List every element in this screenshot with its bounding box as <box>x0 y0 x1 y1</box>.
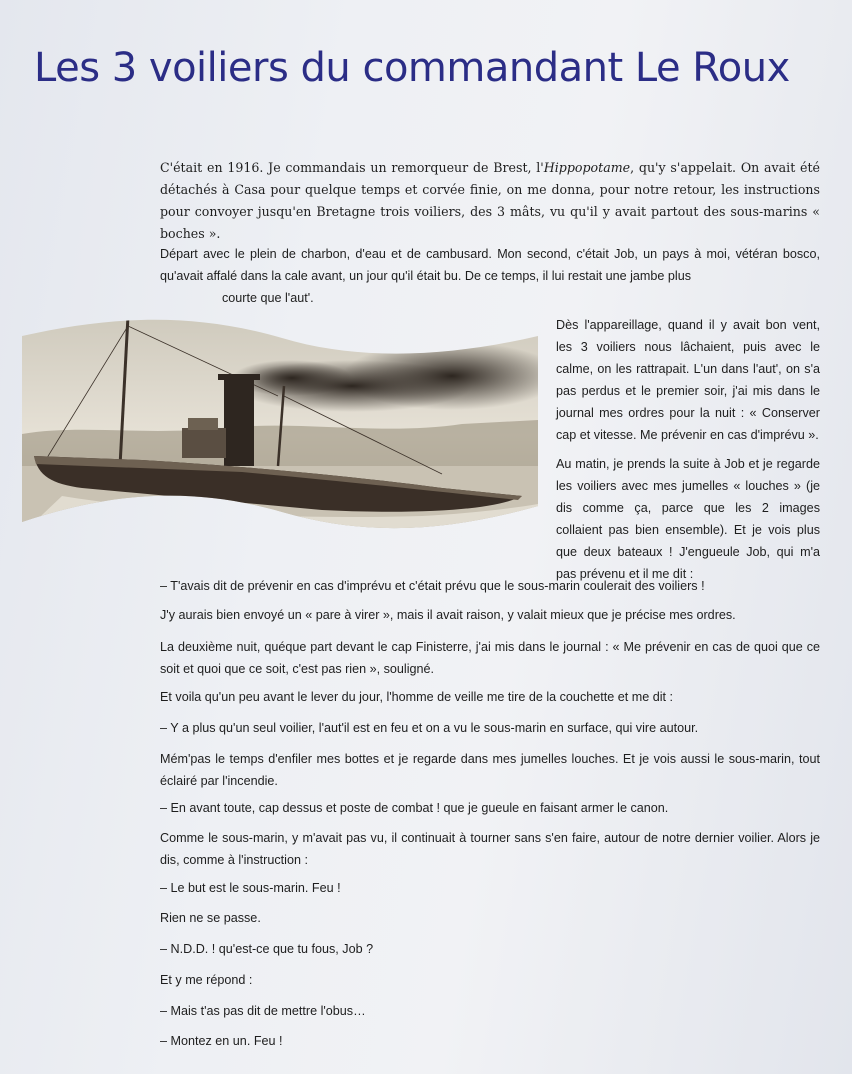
paragraph-17: – Mais t'as pas dit de mettre l'obus… <box>160 1004 366 1018</box>
paragraph-4: Au matin, je prends la suite à Job et je regarde les voiliers avec mes jumelles « louches » (je dis comme ça, parce que les 2 images collaient pas bien ensemble). Et je vois plus que deux bateaux ! J'engueule Job, qui m'a pas prévenu et il me dit : <box>556 457 820 581</box>
paragraph-9: – Y a plus qu'un seul voilier, l'aut'il est en feu et on a vu le sous-marin en surface, qui vire autour. <box>160 721 699 735</box>
paragraph-5: – T'avais dit de prévenir en cas d'imprévu et c'était prévu que le sous-marin coulerait des voiliers ! <box>160 579 705 593</box>
paragraph-13: – Le but est le sous-marin. Feu ! <box>160 881 341 895</box>
paragraph-15: – N.D.D. ! qu'est-ce que tu fous, Job ? <box>160 942 374 956</box>
page-title: Les 3 voiliers du commandant Le Roux <box>34 44 790 91</box>
ship-name: Hippopotame <box>543 160 631 175</box>
paragraph-3: Dès l'appareillage, quand il y avait bon vent, les 3 voiliers nous lâchaient, puis avec le calme, on les rattrapait. L'un dans l'aut', on s'a pas perdus et le premier soir, j'ai mis dans le journal mes ordres pour la nuit : « Conserver cap et vitesse. Me prévenir en cas d'imprévu ». <box>556 318 820 442</box>
paragraph-2: Départ avec le plein de charbon, d'eau et de cambusard. Mon second, c'était Job, un pays à moi, vétéran bosco, qu'avait affalé dans la cale avant, un jour qu'il était bu. De ce temps, il lui restait une jambe plus <box>160 247 820 283</box>
paragraph-1 <box>160 157 820 245</box>
paragraph-12: Comme le sous-marin, y m'avait pas vu, il continuait à tourner sans s'en faire, autour de notre dernier voilier. Alors je dis, comme à l'instruction : <box>160 831 820 867</box>
paragraph-1-start: C'était en 1916. Je commandais un remorqueur de Brest, l' <box>160 160 544 175</box>
paragraph-14: Rien ne se passe. <box>160 911 261 925</box>
paragraph-8: Et voila qu'un peu avant le lever du jour, l'homme de veille me tire de la couchette et me dit : <box>160 690 674 704</box>
paragraph-1-end: , qu'y s'appelait. On avait été détachés à Casa pour quelque temps et corvée finie, on me donna, pour notre retour, les instructions pour convoyer jusqu'en Bretagne trois voiliers, des 3 mâts, vu qu'il y avait partout des sous-marins « boches ». <box>160 160 821 241</box>
paragraph-16: Et y me répond : <box>160 973 253 987</box>
paragraph-10: Mém'pas le temps d'enfiler mes bottes et je regarde dans mes jumelles louches. Et je vois aussi le sous-marin, tout éclairé par l'incendie. <box>160 752 820 788</box>
tugboat-illustration <box>22 316 538 534</box>
paragraph-11: – En avant toute, cap dessus et poste de combat ! que je gueule en faisant armer le canon. <box>160 801 669 815</box>
paragraph-2-end: courte que l'aut'. <box>222 291 314 305</box>
paragraph-7: La deuxième nuit, quéque part devant le cap Finisterre, j'ai mis dans le journal : « Me prévenir en cas de quoi que ce soit et quoi que ce soit, c'est pas rien », souligné. <box>160 640 820 676</box>
paragraph-18: – Montez en un. Feu ! <box>160 1034 283 1048</box>
paragraph-6: J'y aurais bien envoyé un « pare à virer », mais il avait raison, y valait mieux que je précise mes ordres. <box>160 608 736 622</box>
